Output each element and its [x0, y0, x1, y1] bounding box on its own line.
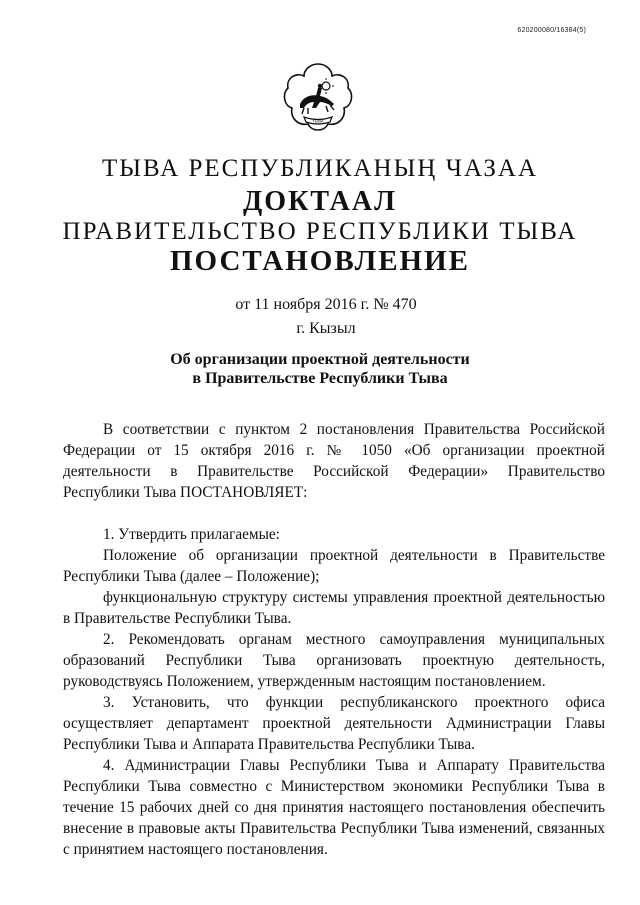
preamble-paragraph: В соответствии с пунктом 2 постановления Правительства Российской Федерации от 15 октября 2016 г. № 1050 «Об организации проектной деятельности в Правительстве Российской Федерации» Правительство Республики Тыва ПОСТАНОВЛЯЕТ:: [63, 421, 605, 501]
tuva-emblem-icon: [282, 60, 354, 140]
svg-text:ТЫВА: ТЫВА: [312, 118, 324, 124]
body-paragraph: функциональную структуру системы управления проектной деятельностью в Правительстве Республики Тыва.: [63, 589, 605, 627]
header-doktaal: ДОКТААЛ: [243, 186, 397, 217]
document-number: 620200080/16384(5): [517, 27, 586, 34]
document-body: [63, 419, 605, 860]
body-paragraph: 1. Утвердить прилагаемые:: [103, 526, 280, 543]
document-date: от 11 ноября 2016 г. № 470: [235, 296, 417, 313]
document-city: г. Кызыл: [296, 320, 356, 337]
body-paragraph: 3. Установить, что функции республиканского проектного офиса осуществляет департамент проектной деятельности Администрации Главы Республики Тыва и Аппарата Правительства Республики Тыва.: [63, 694, 605, 753]
document-title-line-1: Об организации проектной деятельности: [170, 351, 470, 368]
document-title: [0, 350, 640, 388]
header-postanovlenie: ПОСТАНОВЛЕНИЕ: [169, 245, 470, 277]
document-title-line-2: в Правительстве Республики Тыва: [192, 370, 448, 387]
header-government: ПРАВИТЕЛЬСТВО РЕСПУБЛИКИ ТЫВА: [62, 218, 578, 245]
body-paragraph: 2. Рекомендовать органам местного самоуправления муниципальных образований Республики Тыва организовать проектную деятельность, руководствуясь Положением, утвержденным настоящим постановлением.: [63, 631, 605, 690]
body-paragraph: 4. Администрации Главы Республики Тыва и Аппарату Правительства Республики Тыва совместно с Министерством экономики Республики Тыва в течение 15 рабочих дней со дня принятия настоящего постановления обеспечить внесение в правовые акты Правительства Республики Тыва изменений, связанных с принятием настоящего постановления.: [63, 757, 605, 858]
body-paragraph: Положение об организации проектной деятельности в Правительстве Республики Тыва (далее – Положение);: [63, 547, 605, 585]
header-line-tuvan: ТЫВА РЕСПУБЛИКАНЫҢ ЧАЗАА: [101, 155, 539, 182]
